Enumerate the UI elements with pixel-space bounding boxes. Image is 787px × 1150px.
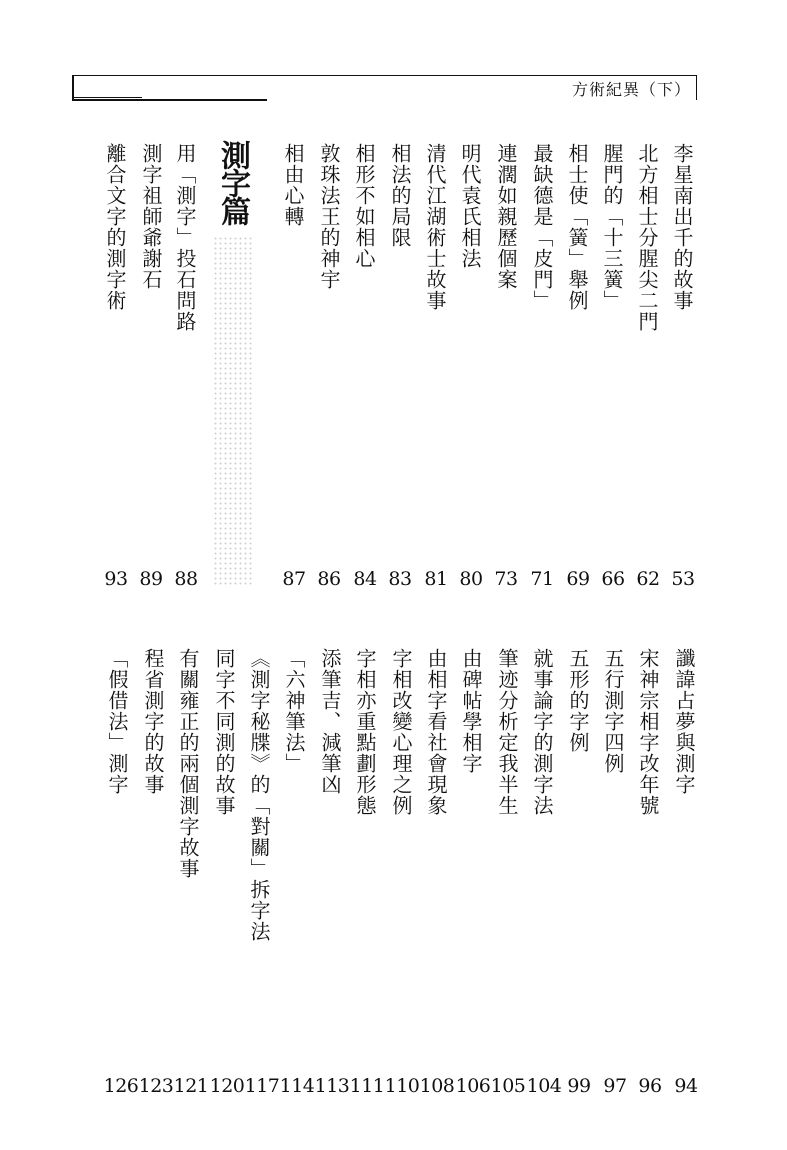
toc-entry-page: 53	[671, 568, 695, 590]
toc-entry-page: 114	[279, 1075, 315, 1097]
toc-entry-page: 71	[530, 568, 554, 590]
toc-entry-title: 五形的字例	[566, 648, 590, 753]
toc-entry-title: 北方相士分腥尖二門	[635, 143, 659, 332]
toc-entry-title: 連濶如親歷個案	[494, 143, 518, 290]
toc-entry-page: 120	[209, 1075, 245, 1097]
toc-entry-page: 97	[603, 1075, 627, 1097]
toc-entry-title: 敦珠法王的神宇	[317, 143, 341, 290]
toc-entry-page: 88	[174, 568, 198, 590]
toc-entry-page: 73	[494, 568, 518, 590]
toc-entry-title: 明代袁氏相法	[458, 143, 482, 269]
toc-entry-page: 104	[526, 1075, 562, 1097]
toc-entry-page: 96	[638, 1075, 662, 1097]
toc-entry-title: 用「測字」投石問路	[173, 143, 197, 332]
toc-entry-title: 同字不同測的故事	[212, 648, 236, 816]
toc-entry-title: 由相字看社會現象	[424, 648, 448, 816]
toc-entry-page: 106	[455, 1075, 491, 1097]
toc-entry-page: 81	[424, 568, 448, 590]
toc-entry-page: 110	[384, 1075, 420, 1097]
toc-entry-title: 由碑帖學相字	[459, 648, 483, 774]
toc-entry-title: 讖諱占夢與測字	[672, 648, 696, 795]
toc-entry-page: 89	[139, 568, 163, 590]
toc-entry-title: 字相亦重點劃形態	[353, 648, 377, 816]
section-title: 測字篇	[215, 140, 250, 224]
toc-entry-page: 111	[349, 1075, 385, 1097]
toc-entry-page: 123	[138, 1075, 174, 1097]
toc-entry-page: 62	[636, 568, 660, 590]
toc-entry-title: 李星南出千的故事	[670, 143, 694, 311]
toc-entry-page: 84	[353, 568, 377, 590]
toc-entry-title: 《測字秘牒》的「對關」拆字法	[247, 648, 271, 942]
toc-entry-page: 69	[566, 568, 590, 590]
toc-entry-title: 離合文字的測字術	[103, 143, 127, 311]
toc-entry-page: 126	[103, 1075, 139, 1097]
toc-entry-title: 五行測字四例	[601, 648, 625, 774]
toc-entry-title: 相士使「簧」舉例	[565, 143, 589, 311]
toc-entry-title: 「六神筆法」	[282, 648, 306, 774]
running-header-title: 方術紀異（下）	[571, 80, 691, 99]
toc-entry-page: 105	[490, 1075, 526, 1097]
toc-entry-page: 99	[567, 1075, 591, 1097]
toc-entry-title: 清代江湖術士故事	[423, 143, 447, 311]
header-underline	[72, 99, 267, 101]
toc-entry-title: 「假借法」測字	[105, 648, 129, 795]
toc-entry-title: 字相改變心理之例	[389, 648, 413, 816]
toc-entry-title: 有關雍正的兩個測字故事	[176, 648, 200, 879]
toc-entry-title: 相法的局限	[388, 143, 412, 248]
toc-entry-page: 66	[601, 568, 625, 590]
toc-entry-title: 筆迹分析定我半生	[495, 648, 519, 816]
toc-entry-title: 相形不如相心	[352, 143, 376, 269]
toc-entry-page: 94	[674, 1075, 698, 1097]
section-title-shading	[213, 236, 253, 586]
toc-entry-title: 測字祖師爺謝石	[139, 143, 163, 290]
header-underline-left	[72, 97, 142, 98]
toc-entry-page: 87	[282, 568, 306, 590]
toc-entry-title: 添筆吉、減筆凶	[318, 648, 342, 795]
toc-entry-page: 83	[388, 568, 412, 590]
toc-entry-page: 93	[104, 568, 128, 590]
toc-entry-page: 121	[173, 1075, 209, 1097]
toc-entry-title: 腥門的「十三簧」	[600, 143, 624, 311]
toc-entry-page: 117	[244, 1075, 280, 1097]
toc-entry-page: 80	[459, 568, 483, 590]
toc-entry-page: 86	[317, 568, 341, 590]
toc-entry-page: 113	[314, 1075, 350, 1097]
toc-entry-title: 程省測字的故事	[141, 648, 165, 795]
toc-entry-page: 108	[419, 1075, 455, 1097]
toc-entry-title: 相由心轉	[281, 143, 305, 227]
toc-entry-title: 就事論字的測字法	[530, 648, 554, 816]
toc-entry-title: 宋神宗相字改年號	[636, 648, 660, 816]
toc-entry-title: 最缺德是「皮門」	[530, 143, 554, 311]
